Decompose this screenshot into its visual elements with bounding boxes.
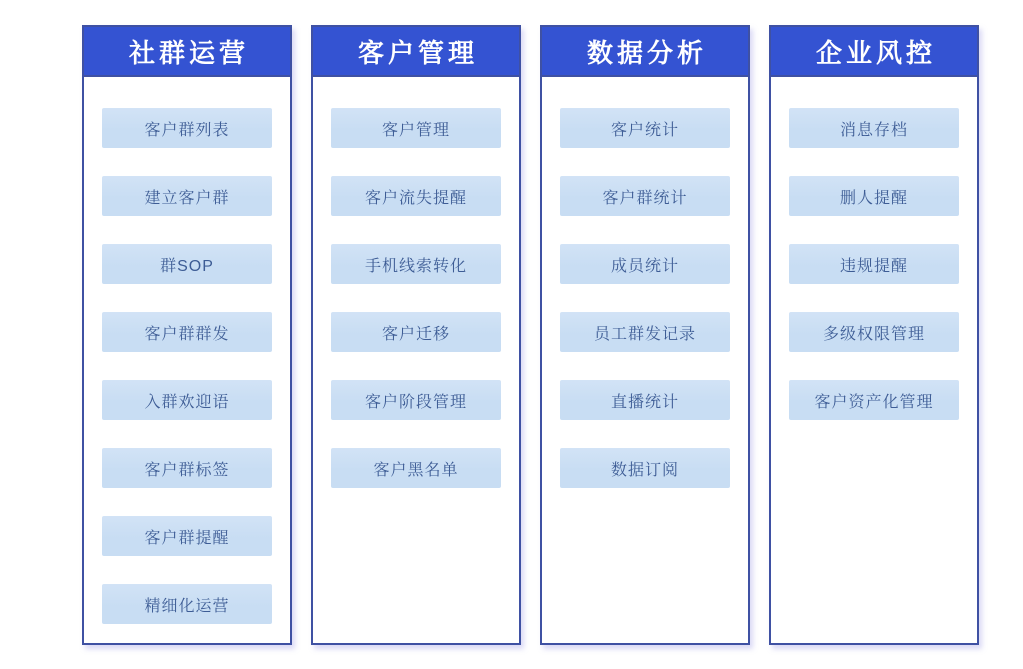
feature-item: 入群欢迎语 — [102, 380, 272, 420]
feature-list — [542, 77, 748, 488]
feature-item: 群SOP — [102, 244, 272, 284]
feature-item: 直播统计 — [560, 380, 730, 420]
feature-item: 精细化运营 — [102, 584, 272, 624]
feature-item: 客户群群发 — [102, 312, 272, 352]
feature-item: 客户群统计 — [560, 176, 730, 216]
category-title: 企业风控 — [769, 25, 979, 77]
category-panel-3 — [540, 25, 750, 645]
feature-list — [84, 77, 290, 624]
feature-item: 客户管理 — [331, 108, 501, 148]
feature-list — [771, 77, 977, 420]
feature-item: 客户群提醒 — [102, 516, 272, 556]
feature-item: 多级权限管理 — [789, 312, 959, 352]
feature-item: 客户群列表 — [102, 108, 272, 148]
category-title: 客户管理 — [311, 25, 521, 77]
feature-item: 客户群标签 — [102, 448, 272, 488]
feature-item: 客户黑名单 — [331, 448, 501, 488]
feature-board — [82, 25, 979, 645]
feature-item: 客户阶段管理 — [331, 380, 501, 420]
category-title: 数据分析 — [540, 25, 750, 77]
feature-item: 客户流失提醒 — [331, 176, 501, 216]
category-panel-2 — [311, 25, 521, 645]
feature-item: 客户资产化管理 — [789, 380, 959, 420]
feature-item: 手机线索转化 — [331, 244, 501, 284]
category-title: 社群运营 — [82, 25, 292, 77]
feature-item: 数据订阅 — [560, 448, 730, 488]
category-panel-4 — [769, 25, 979, 645]
feature-item: 建立客户群 — [102, 176, 272, 216]
feature-item: 违规提醒 — [789, 244, 959, 284]
feature-list — [313, 77, 519, 488]
feature-item: 客户迁移 — [331, 312, 501, 352]
feature-item: 客户统计 — [560, 108, 730, 148]
category-panel-1 — [82, 25, 292, 645]
feature-item: 员工群发记录 — [560, 312, 730, 352]
feature-item: 消息存档 — [789, 108, 959, 148]
feature-item: 删人提醒 — [789, 176, 959, 216]
feature-item: 成员统计 — [560, 244, 730, 284]
